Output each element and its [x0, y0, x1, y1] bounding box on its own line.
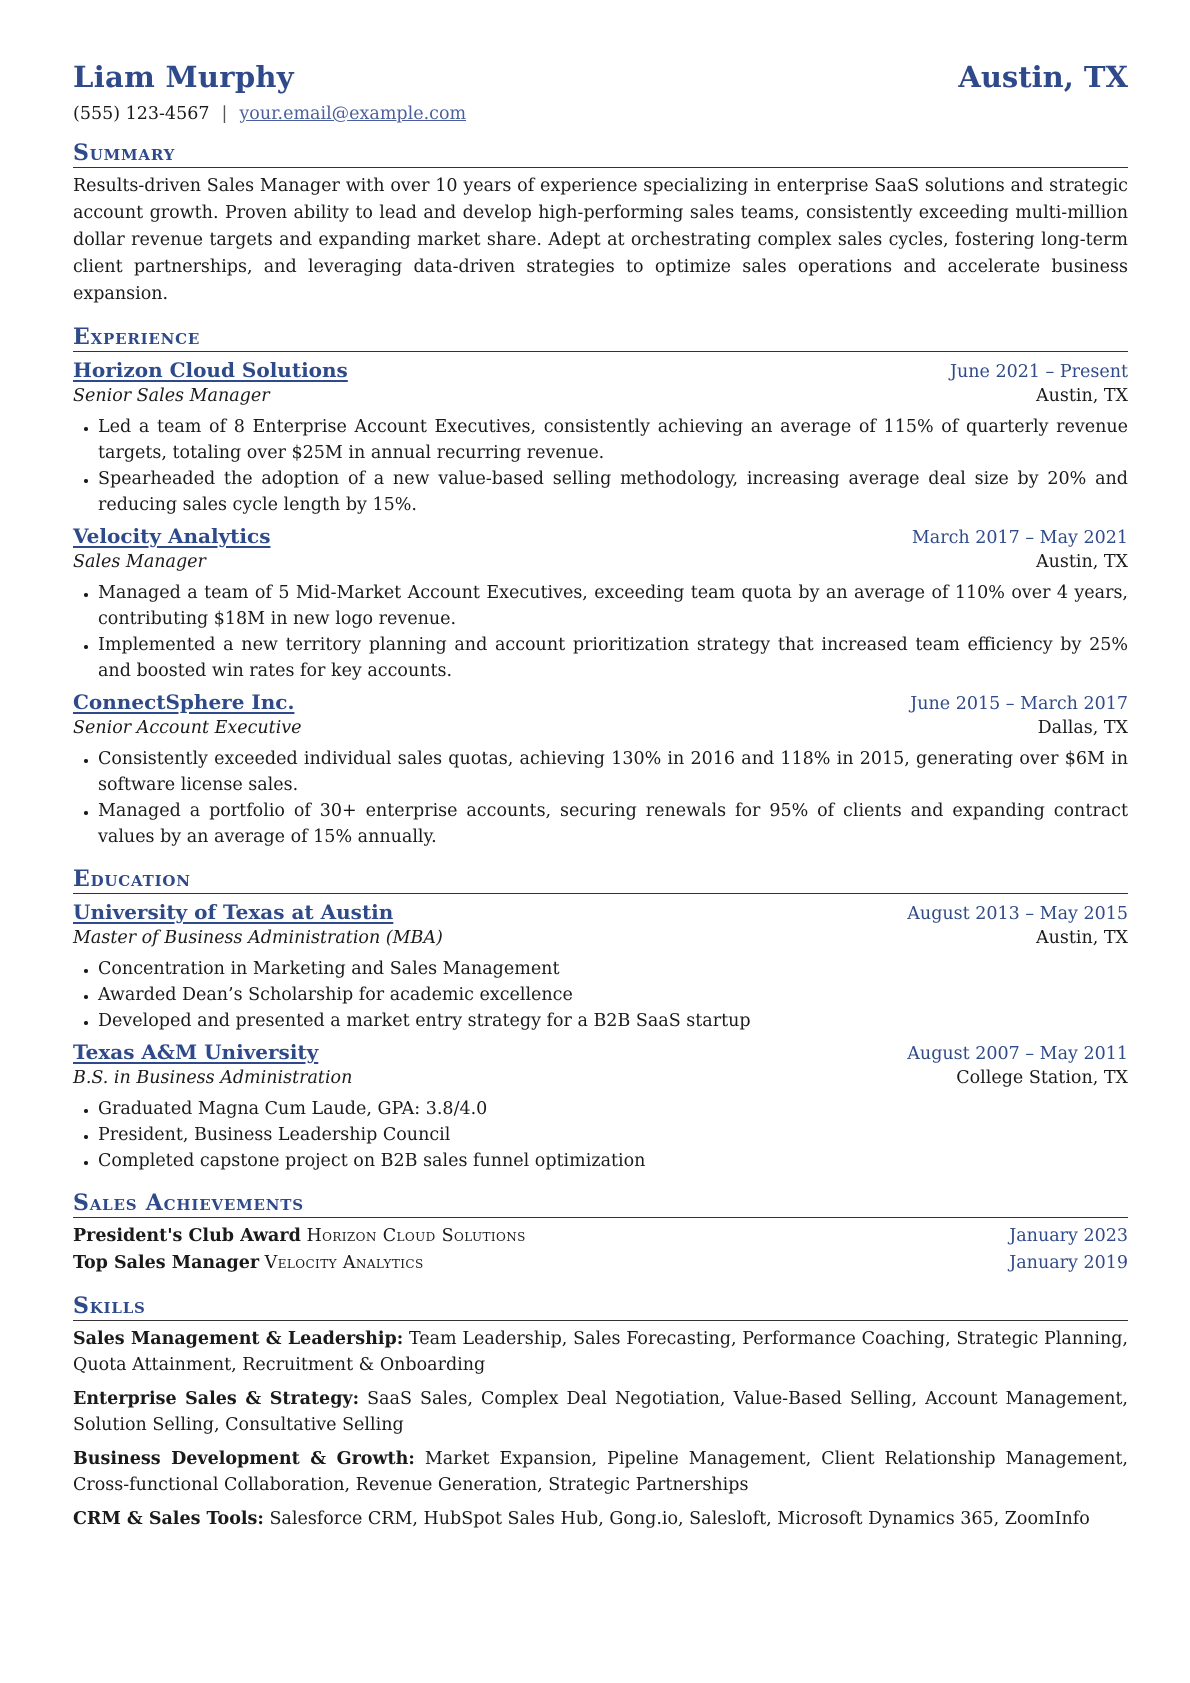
bullet-list: [73, 414, 1128, 518]
skill-values: Team Leadership, Sales Forecasting, Performance Coaching, Strategic Planning, Quota Attainment, Recruitment & Onboarding: [73, 1329, 1128, 1375]
skill-group: [73, 1326, 1128, 1378]
section-title-achievements: Sales Achievements: [73, 1190, 1128, 1218]
skill-category: Enterprise Sales & Strategy:: [73, 1389, 360, 1409]
experience-entry: [73, 690, 1128, 850]
achievement-org: Horizon Cloud Solutions: [306, 1226, 526, 1246]
degree: Master of Business Administration (MBA): [73, 928, 443, 948]
school-link[interactable]: Texas A&M University: [73, 1040, 319, 1064]
section-title-education: Education: [73, 866, 1128, 894]
skill-group: [73, 1386, 1128, 1438]
bullet-list: [73, 746, 1128, 850]
list-item: • Managed a team of 5 Mid-Market Account Executives, exceeding team quota by an average of 110% over 4 years, contributing $18M in new logo revenue.: [98, 580, 1128, 632]
list-item: • Completed capstone project on B2B sales funnel optimization: [98, 1148, 1128, 1174]
achievement-date: January 2019: [1009, 1253, 1128, 1273]
skill-category: Sales Management & Leadership:: [73, 1329, 404, 1349]
job-title: Senior Account Executive: [73, 718, 302, 738]
skill-values: Salesforce CRM, HubSpot Sales Hub, Gong.io, Salesloft, Microsoft Dynamics 365, ZoomInfo: [269, 1509, 1090, 1529]
list-item: • Led a team of 8 Enterprise Account Executives, consistently achieving an average of 115% of quarterly revenue targets, totaling over $25M in annual recurring revenue.: [98, 414, 1128, 466]
job-location: Dallas, TX: [1037, 718, 1128, 738]
education-dates: August 2013 – May 2015: [907, 904, 1128, 924]
resume-header: [73, 60, 1128, 94]
job-title: Sales Manager: [73, 552, 206, 572]
achievement-list: [73, 1223, 1128, 1277]
skills-section: [73, 1293, 1128, 1532]
education-dates: August 2007 – May 2011: [907, 1044, 1128, 1064]
list-item: • Implemented a new territory planning and account prioritization strategy that increased team efficiency by 25% and boosted win rates for key accounts.: [98, 632, 1128, 684]
list-item: • Concentration in Marketing and Sales Management: [98, 956, 1128, 982]
company-link[interactable]: ConnectSphere Inc.: [73, 690, 295, 714]
resume-page: [73, 60, 1128, 1532]
list-item: • Consistently exceeded individual sales quotas, achieving 130% in 2016 and 118% in 2015, generating over $6M in software license sales.: [98, 746, 1128, 798]
phone-number: (555) 123-4567: [73, 104, 210, 124]
experience-entry: [73, 358, 1128, 518]
bullet-list: [73, 580, 1128, 684]
achievement-title: Top Sales Manager: [73, 1253, 260, 1273]
school-location: Austin, TX: [1035, 928, 1128, 948]
education-section: [73, 866, 1128, 1174]
candidate-name: Liam Murphy: [73, 60, 294, 94]
section-title-skills: Skills: [73, 1293, 1128, 1321]
list-item: • President, Business Leadership Council: [98, 1122, 1128, 1148]
section-title-summary: Summary: [73, 140, 1128, 168]
skill-group: [73, 1506, 1128, 1532]
skills-list: [73, 1326, 1128, 1532]
company-link[interactable]: Velocity Analytics: [73, 524, 271, 548]
email-link[interactable]: your.email@example.com: [239, 104, 467, 124]
list-item: • Awarded Dean’s Scholarship for academic excellence: [98, 982, 1128, 1008]
summary-section: [73, 140, 1128, 308]
contact-line: [73, 104, 1128, 124]
section-title-experience: Experience: [73, 324, 1128, 352]
summary-text: Results-driven Sales Manager with over 10 years of experience specializing in enterprise SaaS solutions and strategic account growth. Proven ability to lead and develop high-performing sales teams, consistently exceeding multi-million dollar revenue targets and expanding market share. Adept at orchestrating complex sales cycles, fostering long-term client partnerships, and leveraging data-driven strategies to optimize sales operations and accelerate business expansion.: [73, 176, 1128, 304]
skill-category: Business Development & Growth:: [73, 1449, 415, 1469]
job-dates: March 2017 – May 2021: [911, 528, 1128, 548]
bullet-list: [73, 1096, 1128, 1174]
list-item: • Spearheaded the adoption of a new value-based selling methodology, increasing average deal size by 20% and reducing sales cycle length by 15%.: [98, 466, 1128, 518]
bullet-list: [73, 956, 1128, 1034]
education-entry: [73, 1040, 1128, 1174]
list-item: • Graduated Magna Cum Laude, GPA: 3.8/4.0: [98, 1096, 1128, 1122]
list-item: • Managed a portfolio of 30+ enterprise accounts, securing renewals for 95% of clients and expanding contract values by an average of 15% annually.: [98, 798, 1128, 850]
skill-group: [73, 1446, 1128, 1498]
list-item: • Developed and presented a market entry strategy for a B2B SaaS startup: [98, 1008, 1128, 1034]
achievement-date: January 2023: [1009, 1226, 1128, 1246]
education-entry: [73, 900, 1128, 1034]
achievement-org: Velocity Analytics: [264, 1253, 424, 1273]
job-location: Austin, TX: [1035, 386, 1128, 406]
skill-category: CRM & Sales Tools:: [73, 1509, 264, 1529]
skill-values: Market Expansion, Pipeline Management, Client Relationship Management, Cross-functional Collaboration, Revenue Generation, Strategic Partnerships: [73, 1449, 1128, 1495]
company-link[interactable]: Horizon Cloud Solutions: [73, 358, 348, 382]
degree: B.S. in Business Administration: [73, 1068, 353, 1088]
achievements-section: [73, 1190, 1128, 1277]
skill-values: SaaS Sales, Complex Deal Negotiation, Value-Based Selling, Account Management, Solution Selling, Consultative Selling: [73, 1389, 1128, 1435]
experience-section: [73, 324, 1128, 850]
job-location: Austin, TX: [1035, 552, 1128, 572]
school-location: College Station, TX: [956, 1068, 1128, 1088]
contact-separator: |: [221, 104, 228, 124]
candidate-location: Austin, TX: [958, 60, 1128, 94]
job-dates: June 2021 – Present: [949, 362, 1128, 382]
school-link[interactable]: University of Texas at Austin: [73, 900, 394, 924]
achievement-item: [73, 1250, 1128, 1277]
job-dates: June 2015 – March 2017: [910, 694, 1128, 714]
experience-entry: [73, 524, 1128, 684]
job-title: Senior Sales Manager: [73, 386, 270, 406]
achievement-item: [73, 1223, 1128, 1250]
achievement-title: President's Club Award: [73, 1226, 301, 1246]
